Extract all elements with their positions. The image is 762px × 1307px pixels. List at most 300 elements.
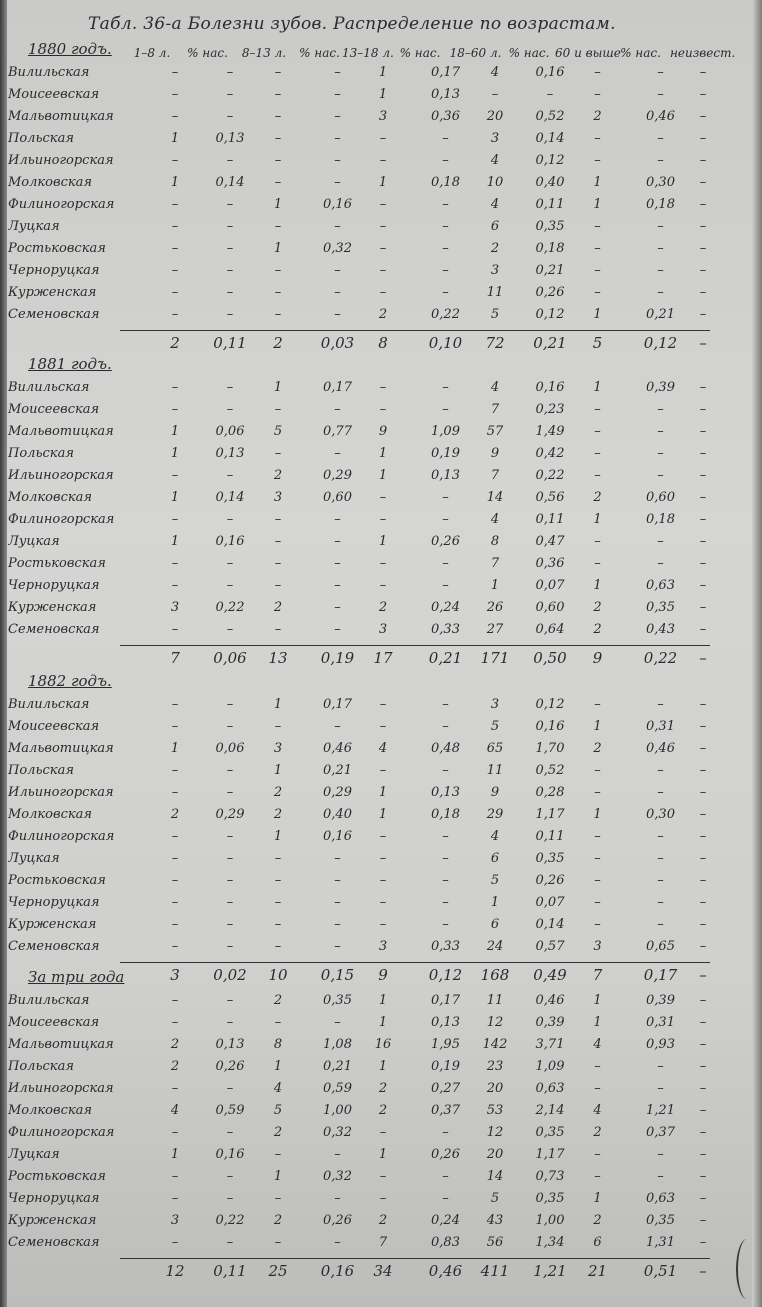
table-cell: 0,35 [535,1125,565,1140]
table-cell: 0,29 [323,785,352,800]
table-cell: – [274,556,282,571]
row-label: Черноруцкая [8,895,100,910]
table-cell: – [171,1081,179,1096]
row-label: Ростьковская [8,1169,106,1184]
sum-line [120,962,710,963]
table-cell: – [274,1147,282,1162]
table-cell: – [171,993,179,1008]
section-title: 1881 годъ. [28,355,112,373]
table-cell: – [334,895,341,910]
table-cell: – [442,490,449,505]
page-binding-edge [0,0,7,1307]
table-cell: – [594,917,601,932]
table-cell: 0,18 [431,175,460,190]
table-cell: – [442,153,449,168]
table-cell: – [379,851,387,866]
table-cell: – [274,719,282,734]
table-cell: – [594,1147,601,1162]
table-cell: – [594,87,601,102]
table-cell: – [226,197,234,212]
table-cell: – [226,109,234,124]
table-cell: 1 [378,807,388,822]
total-cell: 0,12 [643,334,678,352]
table-cell: 0,22 [431,307,460,322]
table-cell: – [442,219,449,234]
table-cell: – [226,873,234,888]
table-cell: – [274,939,282,954]
table-cell: 4 [490,380,500,395]
row-label: Молковская [8,1103,92,1118]
table-cell: 57 [486,424,504,439]
table-cell: – [274,1235,282,1250]
table-cell: – [699,65,707,80]
table-cell: 0,73 [535,1169,565,1184]
page-edge-mark [736,1239,758,1299]
row-label: Мальвотицкая [8,109,114,124]
row-label: Черноруцкая [8,1191,100,1206]
table-cell: – [442,263,449,278]
table-cell: 1,70 [535,741,565,756]
table-cell: – [657,219,664,234]
table-cell: – [226,402,234,417]
total-cell: 0,03 [320,334,355,352]
column-header: 13–18 л. [342,46,394,60]
table-cell: – [657,829,664,844]
row-label: Ильиногорская [8,785,114,800]
table-cell: 6 [593,1235,602,1250]
table-cell: 0,63 [646,578,675,593]
table-cell: – [379,241,387,256]
table-cell: 0,14 [535,131,565,146]
row-label: Семеновская [8,307,100,322]
total-cell: 0,11 [213,334,247,352]
table-cell: 0,16 [323,197,352,212]
table-cell: 2 [273,468,283,483]
table-cell: 4 [490,153,500,168]
table-cell: – [334,1191,341,1206]
table-cell: 1 [378,534,388,549]
table-cell: – [657,1147,664,1162]
table-cell: 0,21 [323,763,352,778]
table-cell: – [171,697,179,712]
row-label: Курженская [8,600,97,615]
table-cell: 1,17 [535,807,565,822]
table-cell: – [699,578,707,593]
table-cell: 5 [490,1191,500,1206]
table-cell: 10 [486,175,504,190]
table-cell: – [699,763,707,778]
table-cell: – [334,153,341,168]
table-cell: – [171,1191,179,1206]
table-cell: – [442,873,449,888]
table-cell: – [699,1081,707,1096]
total-cell: 9 [378,966,388,984]
table-cell: – [657,263,664,278]
table-cell: – [226,917,234,932]
table-cell: 2 [378,1081,388,1096]
table-cell: 0,16 [215,534,245,549]
row-label: Курженская [8,917,97,932]
table-cell: 1 [593,380,602,395]
table-cell: 20 [486,109,504,124]
table-cell: 2 [378,600,388,615]
table-cell: – [594,446,601,461]
table-cell: – [226,263,234,278]
table-cell: 0,14 [215,175,245,190]
table-cell: – [226,87,234,102]
table-cell: 0,22 [215,600,245,615]
table-cell: – [594,153,601,168]
table-cell: 1 [593,719,602,734]
table-cell: 1 [378,1147,388,1162]
table-cell: 1 [490,895,500,910]
total-cell: – [699,966,707,984]
table-cell: – [274,873,282,888]
table-cell: – [594,424,601,439]
table-cell: 0,47 [535,534,565,549]
table-cell: 3 [378,939,388,954]
table-cell: – [334,512,341,527]
column-header: 1–8 л. [133,46,171,60]
table-cell: 1 [593,197,602,212]
table-cell: – [442,851,449,866]
table-cell: – [171,873,179,888]
table-cell: 1 [593,307,602,322]
table-cell: 1 [170,490,180,505]
total-cell: 7 [170,649,180,667]
table-cell: 0,19 [431,1059,460,1074]
row-label: Семеновская [8,939,100,954]
row-label: Ильиногорская [8,1081,114,1096]
table-cell: – [657,556,664,571]
table-cell: – [171,578,179,593]
table-cell: 29 [486,807,504,822]
table-cell: 1 [593,512,602,527]
table-cell: – [379,402,387,417]
table-cell: – [699,600,707,615]
table-cell: 0,35 [323,993,352,1008]
table-cell: 9 [490,446,500,461]
table-cell: 0,30 [646,807,675,822]
table-cell: – [442,829,449,844]
table-cell: 2,14 [535,1103,565,1118]
table-cell: 1 [273,380,283,395]
total-cell: – [699,334,707,352]
table-cell: 0,35 [535,1191,565,1206]
column-header: неизвест. [670,46,736,60]
table-cell: – [657,873,664,888]
table-cell: 0,22 [535,468,565,483]
total-cell: 0,49 [533,966,567,984]
table-cell: – [274,534,282,549]
table-cell: – [226,829,234,844]
table-cell: – [379,917,387,932]
sum-line [120,1258,710,1259]
total-cell: 13 [268,649,288,667]
table-cell: 3 [273,741,283,756]
table-cell: 4 [490,197,500,212]
table-cell: 0,26 [431,534,460,549]
table-cell: – [334,263,341,278]
column-header: % нас. [299,46,340,60]
table-cell: 1 [273,763,283,778]
table-cell: 1,00 [323,1103,352,1118]
table-cell: – [171,87,179,102]
table-cell: – [226,719,234,734]
column-header: % нас. [508,46,550,60]
table-cell: – [226,219,234,234]
table-cell: – [657,87,664,102]
row-label: Филиногорская [8,197,115,212]
table-cell: – [274,175,282,190]
table-cell: 24 [486,939,504,954]
table-cell: – [699,1103,707,1118]
table-cell: – [334,307,341,322]
table-cell: – [171,556,179,571]
row-label: Вилильская [8,380,90,395]
table-cell: 1 [170,741,180,756]
table-cell: 43 [486,1213,504,1228]
table-cell: 0,46 [323,741,352,756]
table-cell: – [226,241,234,256]
table-cell: 7 [490,468,500,483]
table-cell: – [171,65,179,80]
table-cell: 0,39 [646,380,675,395]
table-cell: 0,31 [646,719,675,734]
total-cell: 0,15 [320,966,355,984]
table-cell: – [594,763,601,778]
table-cell: 0,11 [535,512,565,527]
table-cell: 1 [273,1059,283,1074]
table-cell: 1 [378,785,388,800]
table-cell: – [171,402,179,417]
total-cell: 0,21 [428,649,463,667]
table-cell: 0,39 [646,993,675,1008]
total-cell: – [699,649,707,667]
table-cell: – [594,468,601,483]
table-cell: – [334,873,341,888]
table-cell: – [594,241,601,256]
column-header: % нас. [187,46,228,60]
table-cell: – [657,402,664,417]
table-cell: 0,06 [215,424,245,439]
table-cell: – [594,131,601,146]
table-cell: – [379,380,387,395]
table-cell: 0,35 [535,219,565,234]
table-cell: – [657,1059,664,1074]
row-label: Польская [8,131,74,146]
table-cell: – [334,446,341,461]
total-cell: 0,22 [643,649,678,667]
table-title: Табл. 36-а Болезни зубов. Распределение по возрастам. [88,14,616,34]
table-cell: 0,26 [323,1213,352,1228]
table-cell: – [379,873,387,888]
table-cell: 0,29 [215,807,245,822]
table-cell: 20 [486,1081,504,1096]
row-label: Курженская [8,1213,97,1228]
table-cell: 0,26 [431,1147,460,1162]
table-cell: 2 [170,1059,180,1074]
table-cell: 1,09 [535,1059,565,1074]
row-label: Польская [8,1059,74,1074]
table-cell: 2 [170,807,180,822]
table-cell: – [594,851,601,866]
table-cell: – [379,763,387,778]
table-cell: 1 [170,446,180,461]
table-cell: 0,35 [646,1213,675,1228]
table-cell: 2 [593,741,602,756]
table-cell: – [657,1081,664,1096]
table-cell: 6 [490,917,500,932]
table-cell: – [334,556,341,571]
total-cell: 9 [592,649,603,667]
table-cell: – [171,109,179,124]
table-cell: – [171,197,179,212]
table-cell: 1 [593,807,602,822]
sum-line [120,330,710,331]
table-cell: 11 [486,763,504,778]
column-header: 8–13 л. [241,46,287,60]
table-cell: – [334,1147,341,1162]
table-cell: – [699,131,707,146]
row-label: Вилильская [8,65,90,80]
table-cell: – [226,1081,234,1096]
table-cell: – [171,512,179,527]
table-cell: – [274,263,282,278]
table-cell: 1 [170,175,180,190]
table-cell: – [379,578,387,593]
table-cell: 1 [593,993,602,1008]
table-cell: 0,16 [215,1147,245,1162]
table-cell: 2 [593,622,602,637]
table-cell: 2 [273,807,283,822]
table-cell: – [171,622,179,637]
row-label: Филиногорская [8,829,115,844]
table-cell: – [379,512,387,527]
total-cell: 7 [592,966,603,984]
table-cell: – [699,1015,707,1030]
table-cell: – [442,241,449,256]
table-cell: 2 [378,1103,388,1118]
table-cell: – [699,622,707,637]
table-cell: – [699,741,707,756]
table-cell: 23 [486,1059,504,1074]
table-cell: – [594,1081,601,1096]
table-cell: 1,08 [323,1037,352,1052]
table-cell: – [226,1191,234,1206]
table-cell: 0,40 [535,175,565,190]
row-label: Моисеевская [8,87,100,102]
row-label: Моисеевская [8,1015,100,1030]
table-cell: 1 [170,131,180,146]
table-cell: – [699,917,707,932]
table-cell: – [699,263,707,278]
table-cell: 1 [593,578,602,593]
table-cell: 1,95 [431,1037,460,1052]
table-cell: – [274,307,282,322]
table-cell: – [699,1125,707,1140]
table-cell: 0,40 [323,807,352,822]
table-cell: 2 [273,993,283,1008]
table-cell: 0,17 [431,65,460,80]
row-label: Мальвотицкая [8,741,114,756]
table-cell: – [274,65,282,80]
table-cell: – [334,600,341,615]
table-cell: 0,56 [535,490,565,505]
table-cell: – [699,109,707,124]
table-cell: – [657,917,664,932]
table-cell: 0,12 [535,307,565,322]
table-cell: – [226,153,234,168]
table-cell: 1 [273,197,283,212]
table-cell: – [699,807,707,822]
table-cell: – [171,719,179,734]
table-cell: – [699,534,707,549]
row-label: Луцкая [8,534,60,549]
table-cell: – [334,1015,341,1030]
table-cell: 0,30 [646,175,675,190]
table-cell: – [699,380,707,395]
table-cell: 0,60 [646,490,675,505]
table-cell: 3 [170,600,180,615]
table-cell: 0,13 [431,1015,460,1030]
table-cell: – [699,446,707,461]
table-cell: 3 [378,109,388,124]
total-cell: 5 [592,334,603,352]
total-cell: 2 [273,334,283,352]
table-cell: – [699,1169,707,1184]
table-cell: – [699,829,707,844]
column-header: % нас. [399,46,441,60]
table-cell: 3 [593,939,602,954]
row-label: Ильиногорская [8,468,114,483]
table-cell: 3 [490,697,500,712]
total-cell: – [699,1262,707,1280]
table-cell: – [379,131,387,146]
table-cell: – [274,578,282,593]
table-cell: – [657,424,664,439]
table-cell: 5 [490,873,500,888]
table-cell: 2 [273,1125,283,1140]
table-cell: – [226,1169,234,1184]
table-cell: 2 [170,1037,180,1052]
table-cell: 0,21 [535,263,565,278]
table-cell: 0,13 [215,131,245,146]
table-cell: 0,11 [535,197,565,212]
table-cell: – [226,380,234,395]
total-cell: 168 [480,966,510,984]
table-cell: – [274,512,282,527]
table-cell: – [594,785,601,800]
total-cell: 8 [378,334,388,352]
table-cell: – [334,534,341,549]
table-cell: 0,19 [431,446,460,461]
table-cell: – [171,153,179,168]
table-cell: – [274,285,282,300]
table-cell: 0,60 [323,490,352,505]
total-cell: 25 [268,1262,288,1280]
total-cell: 1,21 [533,1262,567,1280]
table-cell: 1 [378,175,388,190]
table-cell: 12 [486,1015,504,1030]
table-cell: 0,26 [535,873,565,888]
table-cell: 1 [378,993,388,1008]
table-cell: 26 [486,600,504,615]
table-cell: 2 [378,1213,388,1228]
table-cell: 1 [490,578,500,593]
table-cell: 1,00 [535,1213,565,1228]
table-cell: – [274,402,282,417]
